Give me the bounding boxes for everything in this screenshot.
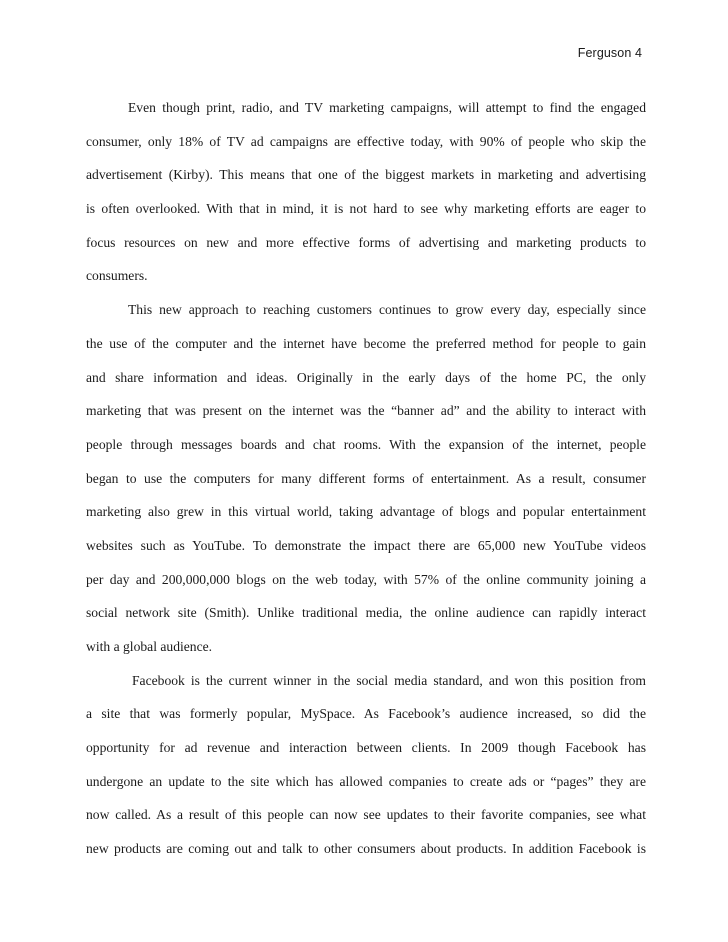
text-line: the use of the computer and the internet have become the preferred method for people to gain	[86, 335, 646, 351]
text-line: new products are coming out and talk to other consumers about products. In addition Facebook is	[86, 841, 646, 857]
text-line: now called. As a result of this people can now see updates to their favorite companies, see what	[86, 807, 646, 823]
running-header: Ferguson 4	[577, 46, 642, 60]
text-line: consumer, only 18% of TV ad campaigns are effective today, with 90% of people who skip the	[86, 133, 646, 149]
text-line: This new approach to reaching customers continues to grow every day, especially since	[128, 302, 646, 318]
text-line: consumers.	[86, 268, 148, 284]
text-line: a site that was formerly popular, MySpace. As Facebook’s audience increased, so did the	[86, 706, 646, 722]
text-line: is often overlooked. With that in mind, it is not hard to see why marketing efforts are eager to	[86, 201, 646, 217]
paragraph-1	[86, 97, 646, 299]
text-line: marketing that was present on the internet was the “banner ad” and the ability to interact with	[86, 403, 646, 419]
text-line: social network site (Smith). Unlike traditional media, the online audience can rapidly interact	[86, 605, 646, 621]
text-line: people through messages boards and chat rooms. With the expansion of the internet, people	[86, 436, 646, 452]
text-line: advertisement (Kirby). This means that one of the biggest markets in marketing and advertising	[86, 167, 646, 183]
text-line: per day and 200,000,000 blogs on the web today, with 57% of the online community joining a	[86, 571, 646, 587]
text-line: with a global audience.	[86, 639, 213, 654]
text-line: and share information and ideas. Originally in the early days of the home PC, the only	[86, 369, 646, 385]
text-line: opportunity for ad revenue and interaction between clients. In 2009 though Facebook has	[86, 740, 646, 756]
text-line: undergone an update to the site which has allowed companies to create ads or “pages” they are	[86, 773, 646, 789]
text-line: focus resources on new and more effective forms of advertising and marketing products to	[86, 234, 646, 250]
text-line: Even though print, radio, and TV marketing campaigns, will attempt to find the engaged	[128, 100, 646, 115]
body-text	[86, 97, 646, 872]
text-line: began to use the computers for many different forms of entertainment. As a result, consumer	[86, 470, 646, 486]
text-line: Facebook is the current winner in the social media standard, and won this position from	[132, 672, 646, 688]
paragraph-3	[86, 670, 646, 872]
paragraph-2	[86, 299, 646, 670]
text-line: websites such as YouTube. To demonstrate the impact there are 65,000 new YouTube videos	[86, 537, 646, 553]
text-line: marketing also grew in this virtual world, taking advantage of blogs and popular entertainment	[86, 504, 646, 520]
